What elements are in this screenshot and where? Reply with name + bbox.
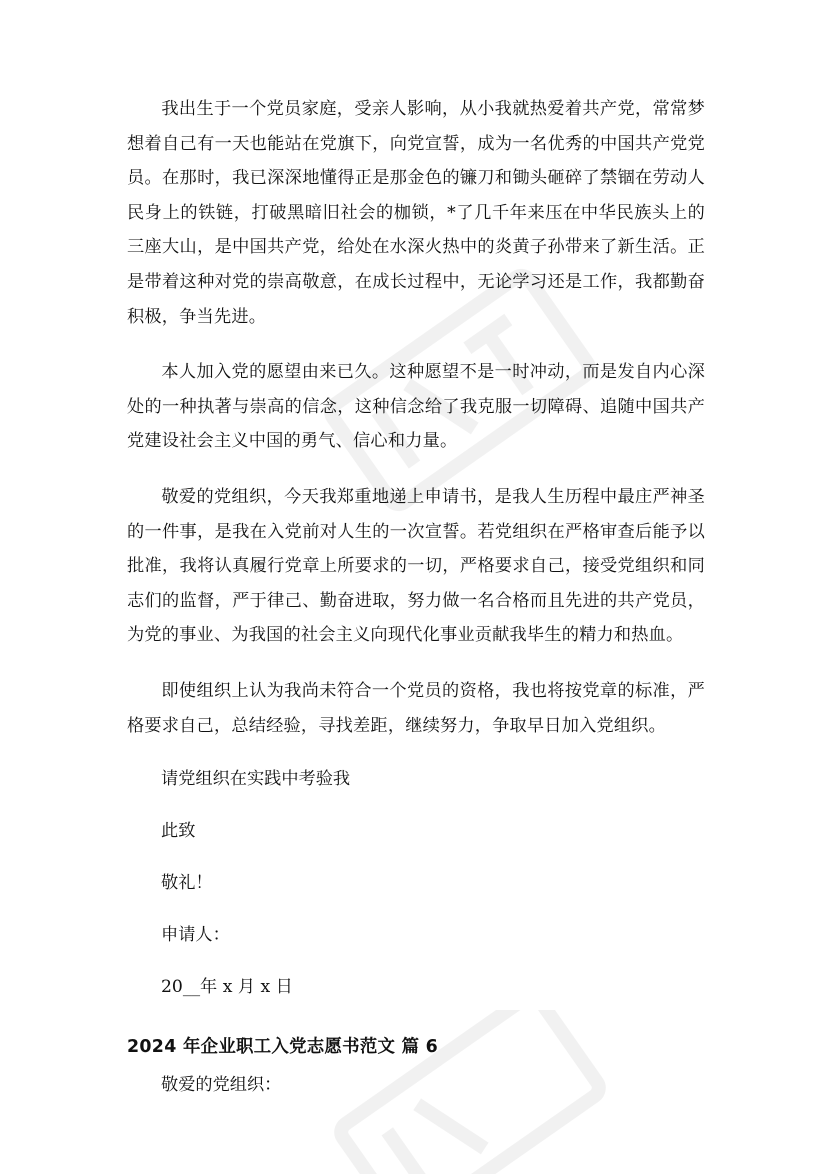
closing-line-cizhi: 此致 <box>161 821 196 842</box>
paragraph-4: 即使组织上认为我尚未符合一个党员的资格，我也将按党章的标准，严格要求自己，总结经验，寻找差距，继续努力，争取早日加入党组织。 <box>127 680 705 736</box>
closing-line-test: 请党组织在实践中考验我 <box>161 769 351 790</box>
closing-line-applicant: 申请人： <box>161 925 230 946</box>
closing-line-salute: 敬礼！ <box>161 873 213 894</box>
paragraph-2: 本人加入党的愿望由来已久。这种愿望不是一时冲动，而是发自内心深处的一种执著与崇高的信念，这种信念给了我克服一切障碍、追随中国共产党建设社会主义中国的勇气、信心和力量。 <box>127 362 705 452</box>
section-salutation: 敬爱的党组织： <box>161 1075 282 1096</box>
closing-line-date: 20__年 x 月 x 日 <box>161 977 293 998</box>
section-heading: 2024 年企业职工入党志愿书范文 篇 6 <box>127 1037 439 1058</box>
paragraph-3: 敬爱的党组织，今天我郑重地递上申请书，是我人生历程中最庄严神圣的一件事，是我在入党前对人生的一次宣誓。若党组织在严格审查后能予以批准，我将认真履行党章上所要求的一切，严格要求自己，接受党组织和同志们的监督，严于律己、勤奋进取，努力做一名合格而且先进的共产党员，为党的事业、为我国的社会主义向现代化事业贡献我毕生的精力和热血。 <box>127 486 705 646</box>
document-body <box>127 92 705 1100</box>
paragraph-1: 我出生于一个党员家庭，受亲人影响，从小我就热爱着共产党，常常梦想着自己有一天也能站在党旗下，向党宣誓，成为一名优秀的中国共产党党员。在那时，我已深深地懂得正是那金色的镰刀和锄头砸碎了禁锢在劳动人民身上的铁链，打破黑暗旧社会的枷锁，*了几千年来压在中华民族头上的三座大山，是中国共产党，给处在水深火热中的炎黄子孙带来了新生活。正是带着这种对党的崇高敬意，在成长过程中，无论学习还是工作，我都勤奋积极，争当先进。 <box>127 99 705 327</box>
